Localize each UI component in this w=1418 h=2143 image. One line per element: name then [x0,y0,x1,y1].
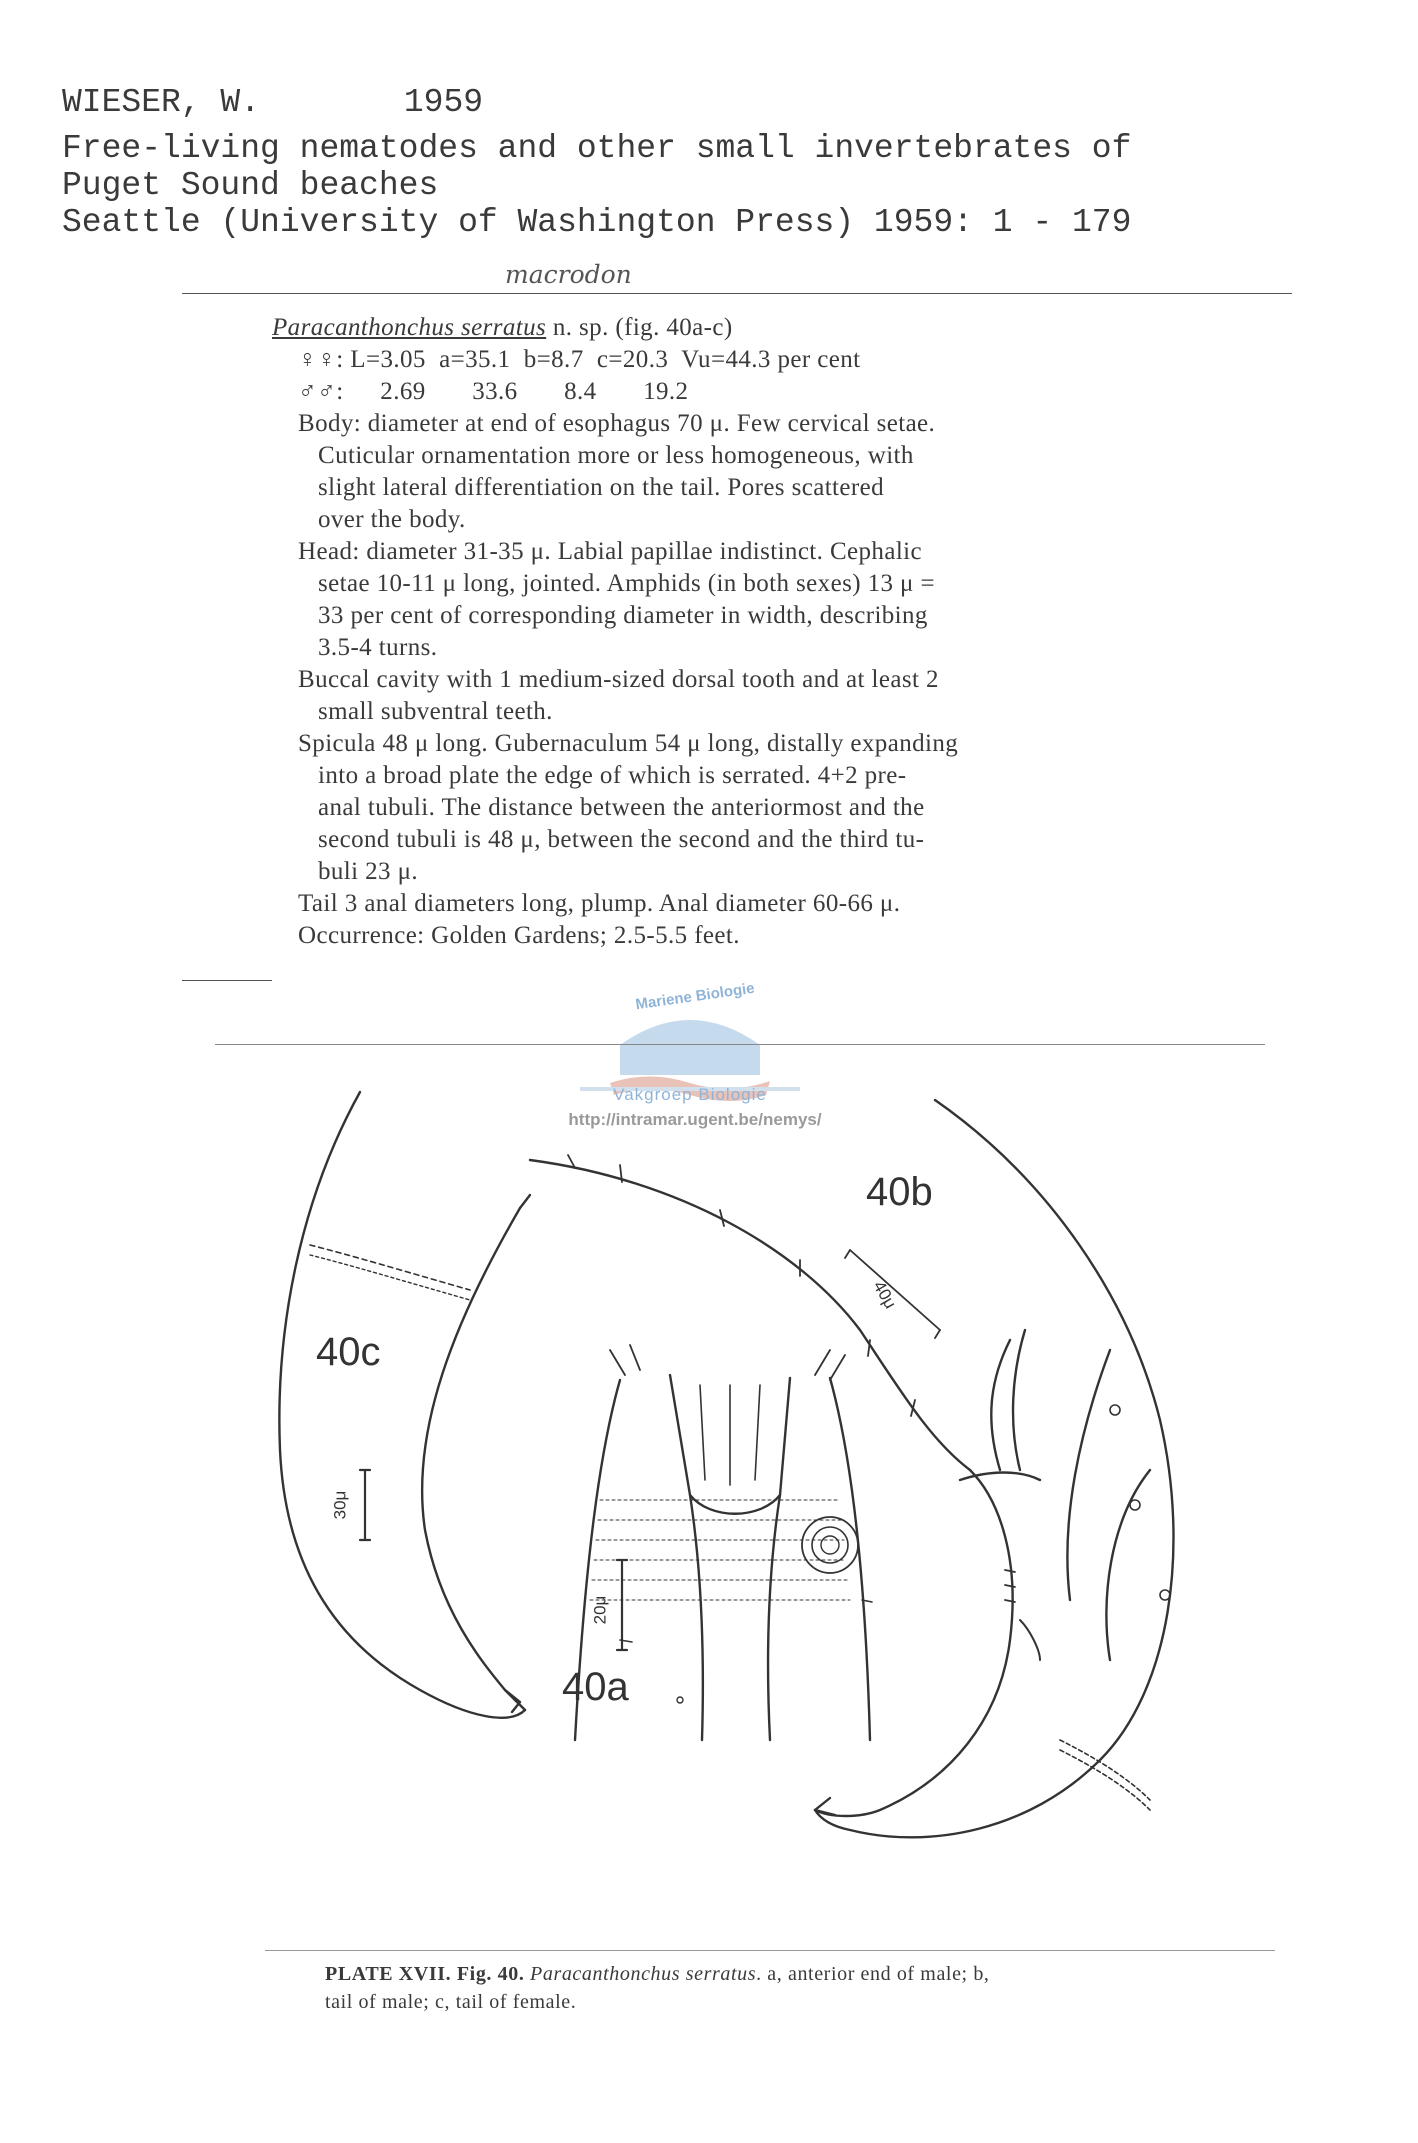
caption-prefix: PLATE XVII. Fig. 40. [325,1963,531,1985]
description-line: slight lateral differentiation on the tail. Pores scattered [318,474,885,501]
scale-label-40a: 20μ [590,1595,610,1625]
description-line: Head: diameter 31-35 μ. Labial papillae indistinct. Cephalic [298,538,923,565]
caption-line-1 [325,1960,1245,1988]
species-suffix: n. sp. (fig. 40a-c) [546,314,733,341]
description-line: Body: diameter at end of esophagus 70 μ. Few cervical setae. [298,410,936,437]
description-line: 3.5-4 turns. [318,634,438,661]
figure-label-40b: 40b [866,1170,933,1214]
species-heading: Paracanthonchus serratus [272,314,547,341]
scale-label-40c: 30μ [330,1490,350,1520]
scale-label-40b: 40μ [869,1277,901,1312]
description-line: Buccal cavity with 1 medium-sized dorsal tooth and at least 2 [298,666,939,693]
caption-rest: . a, anterior end of male; b, [756,1963,990,1985]
description-line: Occurrence: Golden Gardens; 2.5-5.5 feet. [298,922,740,949]
figure-label-40c: 40c [316,1330,381,1374]
figure-40b-tail-male [530,1100,1174,1837]
description-line: small subventral teeth. [318,698,553,725]
watermark-bottom-text: Vakgroep Biologie [613,1085,767,1104]
figure-label-40a: 40a [562,1665,629,1709]
description-line: 33 per cent of corresponding diameter in width, describing [318,602,928,629]
description-line: over the body. [318,506,466,533]
description-line: Spicula 48 μ long. Gubernaculum 54 μ long, distally expanding [298,730,959,757]
figure-40c-tail-female [279,1092,530,1718]
watermark-top-text: Mariene Biologie [634,979,756,1014]
caption-line-2: tail of male; c, tail of female. [325,1991,577,2013]
description-line: anal tubuli. The distance between the anteriormost and the [318,794,925,821]
caption-divider [265,1950,1275,1951]
title-line-1: Free-living nematodes and other small invertebrates of [62,130,1132,167]
scale-bars [360,1470,627,1650]
male-label: ♂♂: [298,378,351,405]
year: 1959 [403,84,484,121]
description-line: into a broad plate the edge of which is serrated. 4+2 pre- [318,762,907,789]
male-values: 2.69 33.6 8.4 19.2 [380,378,689,405]
source-line: Seattle (University of Washington Press) 1959: 1 - 179 [62,204,1132,241]
description-line: Tail 3 anal diameters long, plump. Anal diameter 60-66 μ. [298,890,901,917]
female-values: L=3.05 a=35.1 b=8.7 c=20.3 Vu=44.3 per cent [350,346,861,373]
caption-species: Paracanthonchus serratus [530,1963,757,1985]
description-line: Cuticular ornamentation more or less homogeneous, with [318,442,914,469]
female-label: ♀♀: [298,346,351,373]
description-line: buli 23 μ. [318,858,419,885]
watermark-url: http://intramar.ugent.be/nemys/ [568,1110,822,1129]
title-line-2: Puget Sound beaches [62,167,439,204]
handwritten-note: macrodon [505,260,632,289]
description-line: second tubuli is 48 μ, between the second and the third tu- [318,826,925,853]
description-line: setae 10-11 μ long, jointed. Amphids (in both sexes) 13 μ = [318,570,935,597]
plate-caption [325,1960,1245,2016]
author: WIESER, W. [62,84,261,121]
